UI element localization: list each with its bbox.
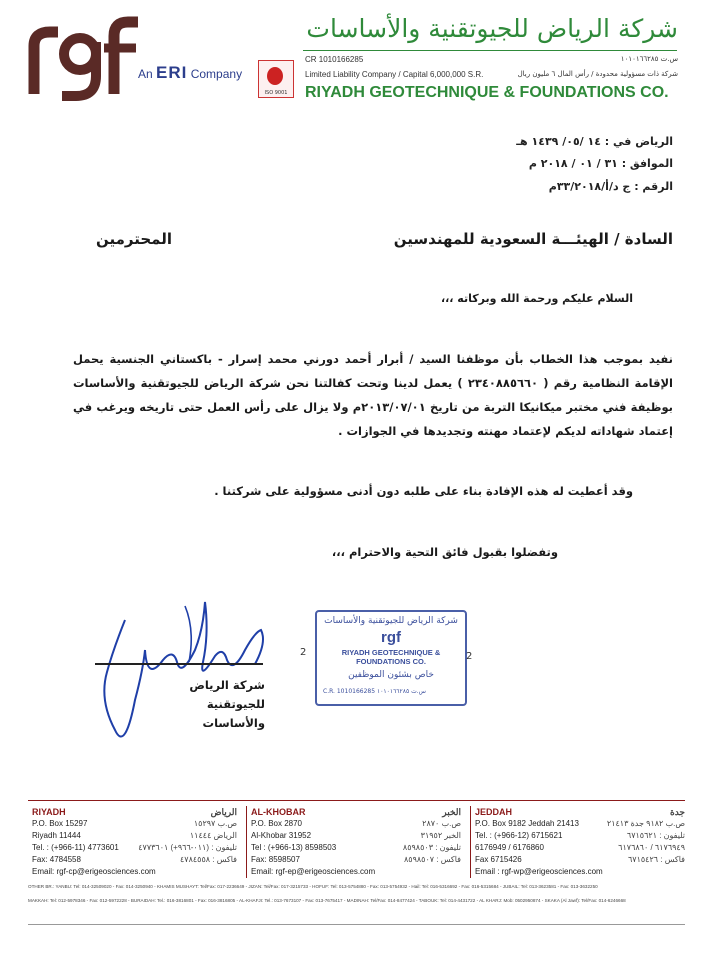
stamp-company-arabic: شركة الرياض للجيوتقنية والأساسات	[324, 616, 458, 626]
office-fax-arabic: فاكس : ٨٥٩٨٥٠٧	[403, 855, 461, 864]
office-email: Email : rgf-wp@erigeosciences.com	[475, 867, 603, 876]
letter-body: نفيد بموجب هذا الخطاب بأن موظفنا السيد / أبرار أحمد دورني محمد إسرار - باكستاني الجنسية يحمل الإقامة النظامية رقم ( ٢٣٤٠٨٨٥٦٦٠ ) يعمل لدينا وتحت كفالتنا نحن شركة الرياض للجيوتقنية والأساسات بوظيفة فني مختبر ميكانيكا التربة من تاريخ ٢٠١٣/٠٧/٠١م ولا يزال على رأس العمل حتى تاريخه ويرغب في إعتماد شهاداته لديكم لإعتماد مهنته وتجديدها في الجوازات .	[73, 352, 673, 438]
stamp-cr	[323, 688, 426, 695]
office-fax-arabic: فاكس : ٦٧١٥٤٢٦	[627, 855, 685, 864]
seal-text: ISO 9001	[264, 90, 288, 96]
stamp-right-mark: 2	[466, 651, 473, 662]
stamp-cr-en: C.R. 1010166285	[323, 688, 376, 695]
eri-suffix: Company	[190, 67, 243, 81]
office-po: P.O. Box 9182 Jeddah 21413	[475, 819, 579, 828]
office-tel: Tel. : (+966-12) 6715621	[475, 831, 563, 840]
footer-separator	[246, 806, 247, 878]
greeting: السلام عليكم ورحمة الله وبركاته ،،،	[440, 292, 633, 305]
office-po-arabic: ص.ب ١٥٢٩٧	[193, 819, 237, 828]
company-name-arabic: شركة الرياض للجيوتقنية والأساسات	[306, 14, 678, 43]
office-tel-alt-arabic: ٦١٧٦٩٤٩ / ٦١٧٦٨٦٠	[618, 843, 685, 852]
company-name-english: RIYADH GEOTECHNIQUE & FOUNDATIONS CO.	[305, 84, 669, 101]
rgf-logo	[28, 14, 140, 118]
office-tel-alt: 6176949 / 6176860	[475, 843, 544, 852]
office-tel: Tel. : (+966-11) 4773601	[32, 843, 119, 852]
office-tel-arabic: تليفون : ٦٧١٥٦٢١	[626, 831, 685, 840]
office-name-arabic: الرياض	[210, 807, 237, 817]
office-fax: Fax: 8598507	[251, 855, 300, 864]
stamp-cr-ar: س.ت ١٠١٠١٦٦٢٨٥	[376, 688, 426, 695]
eri-prefix: An	[138, 67, 153, 81]
office-email: Email: rgf-ep@erigeosciences.com	[251, 867, 376, 876]
signatory-company: شركة الرياض للجيوتقنية والأساسات	[189, 678, 265, 730]
commercial-registration: CR 1010166285	[305, 55, 364, 64]
footer-bottom-rule	[28, 924, 685, 925]
office-tel: Tel : (+966-13) 8598503	[251, 843, 337, 852]
office-po-arabic: ص.ب ٩١٨٢ جدة ٢١٤١٣	[606, 819, 685, 828]
commercial-registration-arabic: س.ت ١٠١٠١٦٦٢٨٥	[620, 55, 678, 63]
office-po: P.O. Box 2870	[251, 819, 302, 828]
branches-line-2: MAKKAH: Tel: 012-5978346 - Fax: 012-5972228 - BURAIDAH: Tel.: 016-3816801 - Fax: 016-3816805 - AL-KHAFJI: Tel.: 013-7673107 - Fax: 013-7675417 - MADINAH: Tel/Fax: 014-8477424 - TABOUK: Tel: 014-4431722 - AL KHARJ: Mob: 0502950874 - SKAKA (Al Jawf): Tel/Fax: 014-6246668	[28, 898, 626, 903]
office-jeddah	[475, 806, 685, 878]
office-po: P.O. Box 15297	[32, 819, 88, 828]
office-tel-arabic: تليفون : (٠١١-٩٦٦+) ٤٧٧٣٦٠١	[138, 843, 237, 852]
company-stamp	[315, 610, 467, 706]
office-fax: Fax: 4784558	[32, 855, 81, 864]
closing-regards: وتفضلوا بقبول فائق التحية والاحترام ،،،	[331, 545, 558, 559]
office-fax-arabic: فاكس : ٤٧٨٤٥٥٨	[179, 855, 237, 864]
office-name-arabic: جدة	[669, 807, 685, 817]
office-name: AL-KHOBAR	[251, 807, 306, 817]
footer-divider	[28, 800, 685, 801]
office-alkhobar	[251, 806, 461, 878]
office-riyadh	[32, 806, 237, 878]
office-name: RIYADH	[32, 807, 66, 817]
hijri-date: الرياض في : ١٤ /٠٥/ ١٤٣٩ هـ	[516, 135, 673, 148]
office-email: Email: rgf-cp@erigeosciences.com	[32, 867, 156, 876]
office-fax: Fax 6715426	[475, 855, 522, 864]
eri-badge	[138, 63, 242, 83]
office-tel-arabic: تليفون : ٨٥٩٨٥٠٣	[402, 843, 461, 852]
office-city-arabic: الرياض ١١٤٤٤	[189, 831, 237, 840]
stamp-left-mark: 2	[300, 647, 307, 658]
signature-line	[95, 663, 263, 665]
legal-status: Limited Liability Company / Capital 6,000,000 S.R.	[305, 70, 484, 79]
office-city: Al-Khobar 31952	[251, 831, 312, 840]
eri-name: ERI	[156, 63, 188, 82]
legal-status-arabic: شركة ذات مسؤولية محدودة / رأس المال ٦ مليون ريال	[517, 70, 678, 78]
reference-number: الرقم : ج د/أ/٣٣/٢٠١٨م	[548, 180, 673, 193]
disclaimer: وقد أعطيت له هذه الإفادة بناء على طلبه دون أدنى مسؤولية على شركتنا .	[214, 484, 633, 498]
stamp-department: خاص بشئون الموظفين	[348, 670, 434, 680]
footer-separator	[470, 806, 471, 878]
header-divider	[303, 50, 677, 51]
office-city-arabic: الخبر ٣١٩٥٢	[420, 831, 461, 840]
stamp-logo: rgf	[381, 629, 401, 646]
branches-line-1: OTHER BR.: YANBU: Tel: 014-32509020 - Fax: 014-3250940 - KHAMIS MUSHAYT: Tel/Fax: 017-2236649 - JIZAN: Tel/Fax: 017-3215733 - HOFUF: Tel: 013-5754880 - Fax: 013-5754932 - Hail: Tel: 016-5316692 - Fax: 016-5315684 - JUBAIL: Tel: 013-3623581 - Fax: 013-3632250	[28, 884, 598, 889]
office-city: Riyadh 11444	[32, 831, 81, 840]
office-name: JEDDAH	[475, 807, 513, 817]
iso-seal-icon	[258, 60, 294, 98]
respected-salutation: المحترمين	[96, 230, 173, 248]
gregorian-date: الموافق : ٣١ / ٠١ / ٢٠١٨ م	[528, 157, 673, 170]
addressee: السادة / الهيئـــة السعودية للمهندسين	[393, 230, 673, 248]
office-po-arabic: ص.ب ٢٨٧٠	[422, 819, 461, 828]
office-name-arabic: الخبر	[442, 807, 461, 817]
stamp-company-english: RIYADH GEOTECHNIQUE & FOUNDATIONS CO.	[341, 648, 441, 666]
